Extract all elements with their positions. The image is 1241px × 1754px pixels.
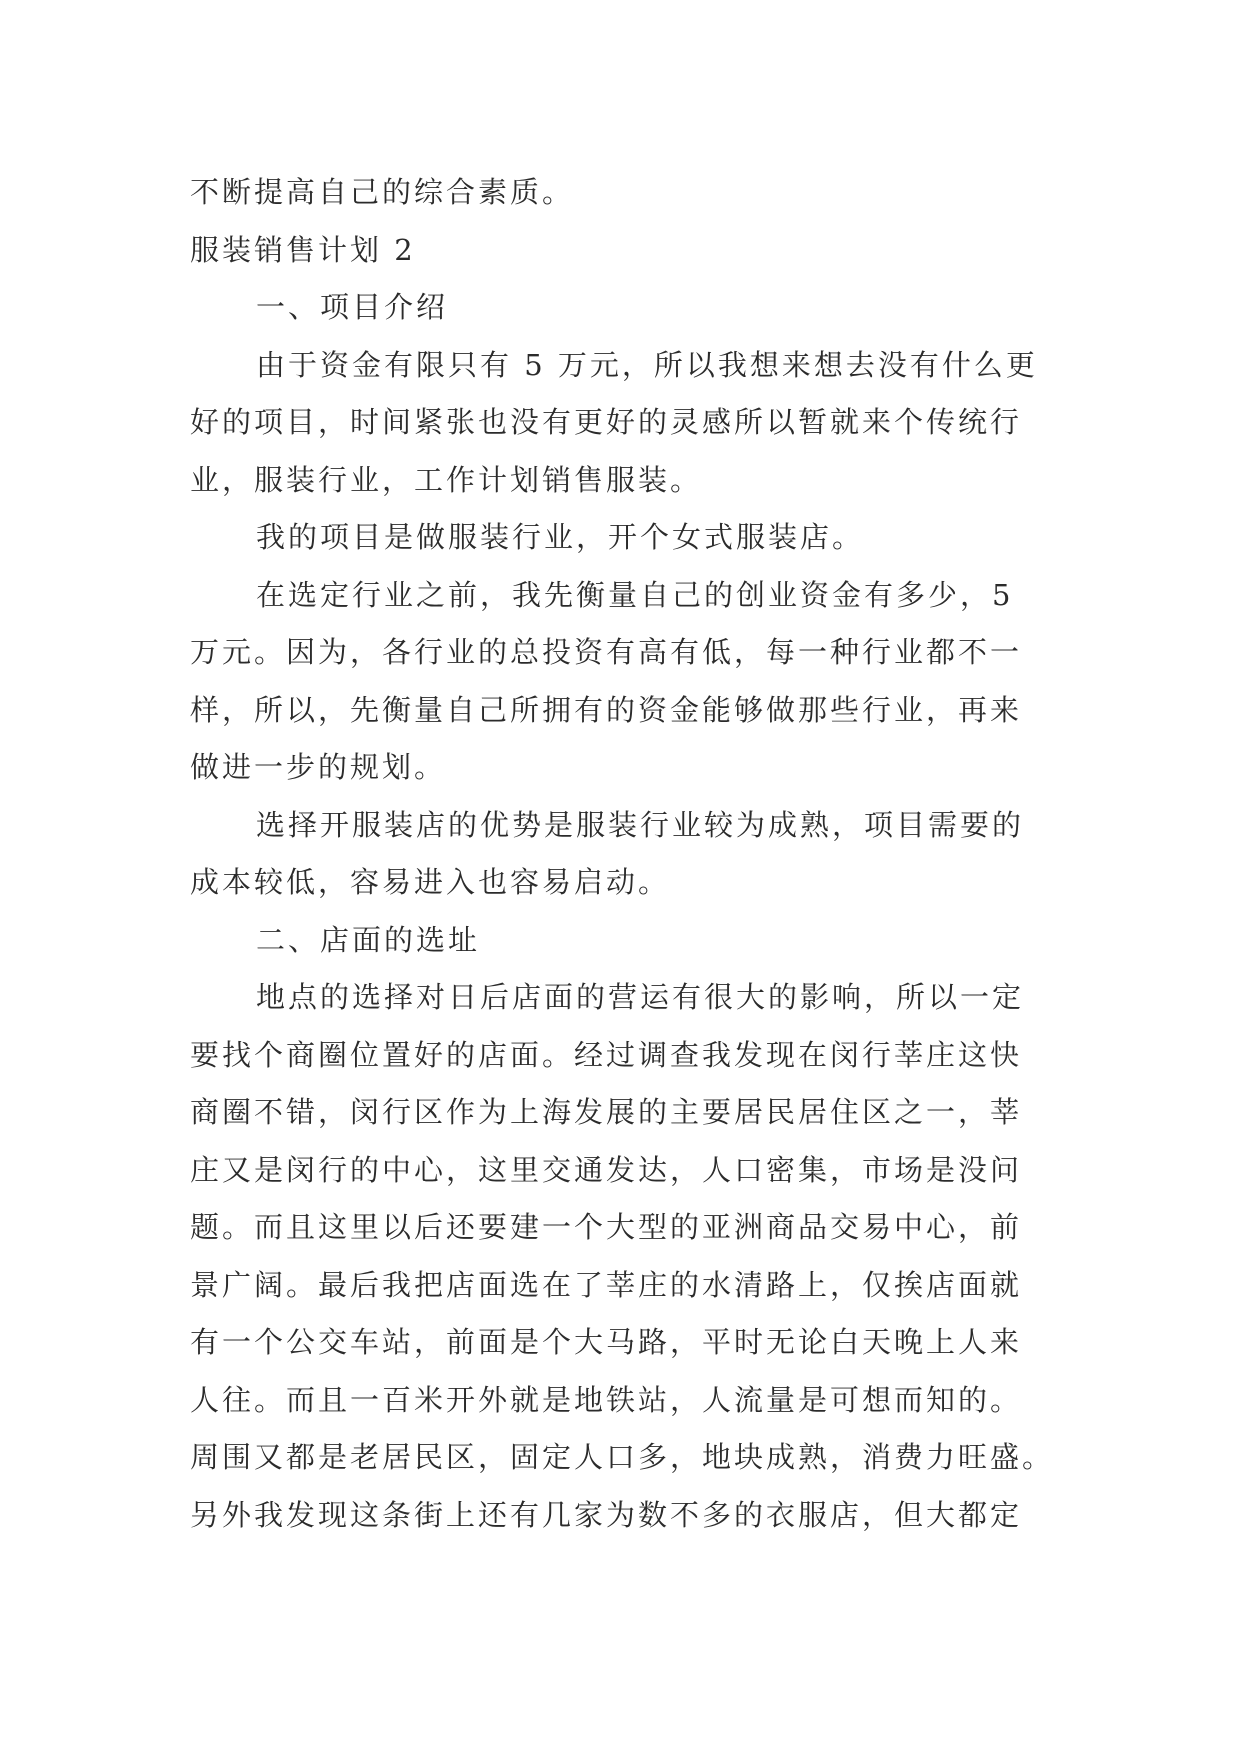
text-line: 我的项目是做服装行业，开个女式服装店。 [256,520,865,554]
text-line: 有一个公交车站，前面是个大马路，平时无论白天晚上人来 [190,1325,1023,1359]
text-line: 在选定行业之前，我先衡量自己的创业资金有多少，5 [256,577,1014,612]
text-line: 样，所以，先衡量自己所拥有的资金能够做那些行业，再来 [190,692,1023,727]
section-heading: 一、项目介绍 [256,290,449,324]
text-line: 做进一步的规划。 [190,750,447,784]
text-line: 不断提高自己的综合素质。 [190,175,575,209]
text-line: 地点的选择对日后店面的营运有很大的影响，所以一定 [256,980,1025,1014]
section-heading: 二、店面的选址 [256,922,481,957]
text-line: 业，服装行业，工作计划销售服装。 [190,462,703,497]
text-line: 另外我发现这条街上还有几家为数不多的衣服店，但大都定 [190,1497,1023,1532]
section-title: 服装销售计划 2 [190,232,416,267]
text-line: 选择开服装店的优势是服装行业较为成熟，项目需要的 [256,807,1025,842]
text-line: 庄又是闵行的中心，这里交通发达，人口密集，市场是没问 [190,1152,1023,1187]
text-line: 要找个商圈位置好的店面。经过调查我发现在闵行莘庄这快 [190,1037,1023,1072]
text-line: 由于资金有限只有 5 万元，所以我想来想去没有什么更 [256,347,1038,382]
text-line: 周围又都是老居民区，固定人口多，地块成熟，消费力旺盛。 [190,1440,1055,1474]
text-line: 成本较低，容易进入也容易启动。 [190,865,671,899]
text-line: 题。而且这里以后还要建一个大型的亚洲商品交易中心，前 [190,1210,1023,1244]
document-body [190,164,1070,1544]
text-line: 人往。而且一百米开外就是地铁站，人流量是可想而知的。 [190,1382,1023,1417]
text-line: 好的项目，时间紧张也没有更好的灵感所以暂就来个传统行 [190,405,1023,439]
text-line: 商圈不错，闵行区作为上海发展的主要居民居住区之一，莘 [190,1095,1023,1129]
text-line: 万元。因为，各行业的总投资有高有低，每一种行业都不一 [190,635,1023,669]
text-line: 景广阔。最后我把店面选在了莘庄的水清路上，仅挨店面就 [190,1267,1023,1302]
